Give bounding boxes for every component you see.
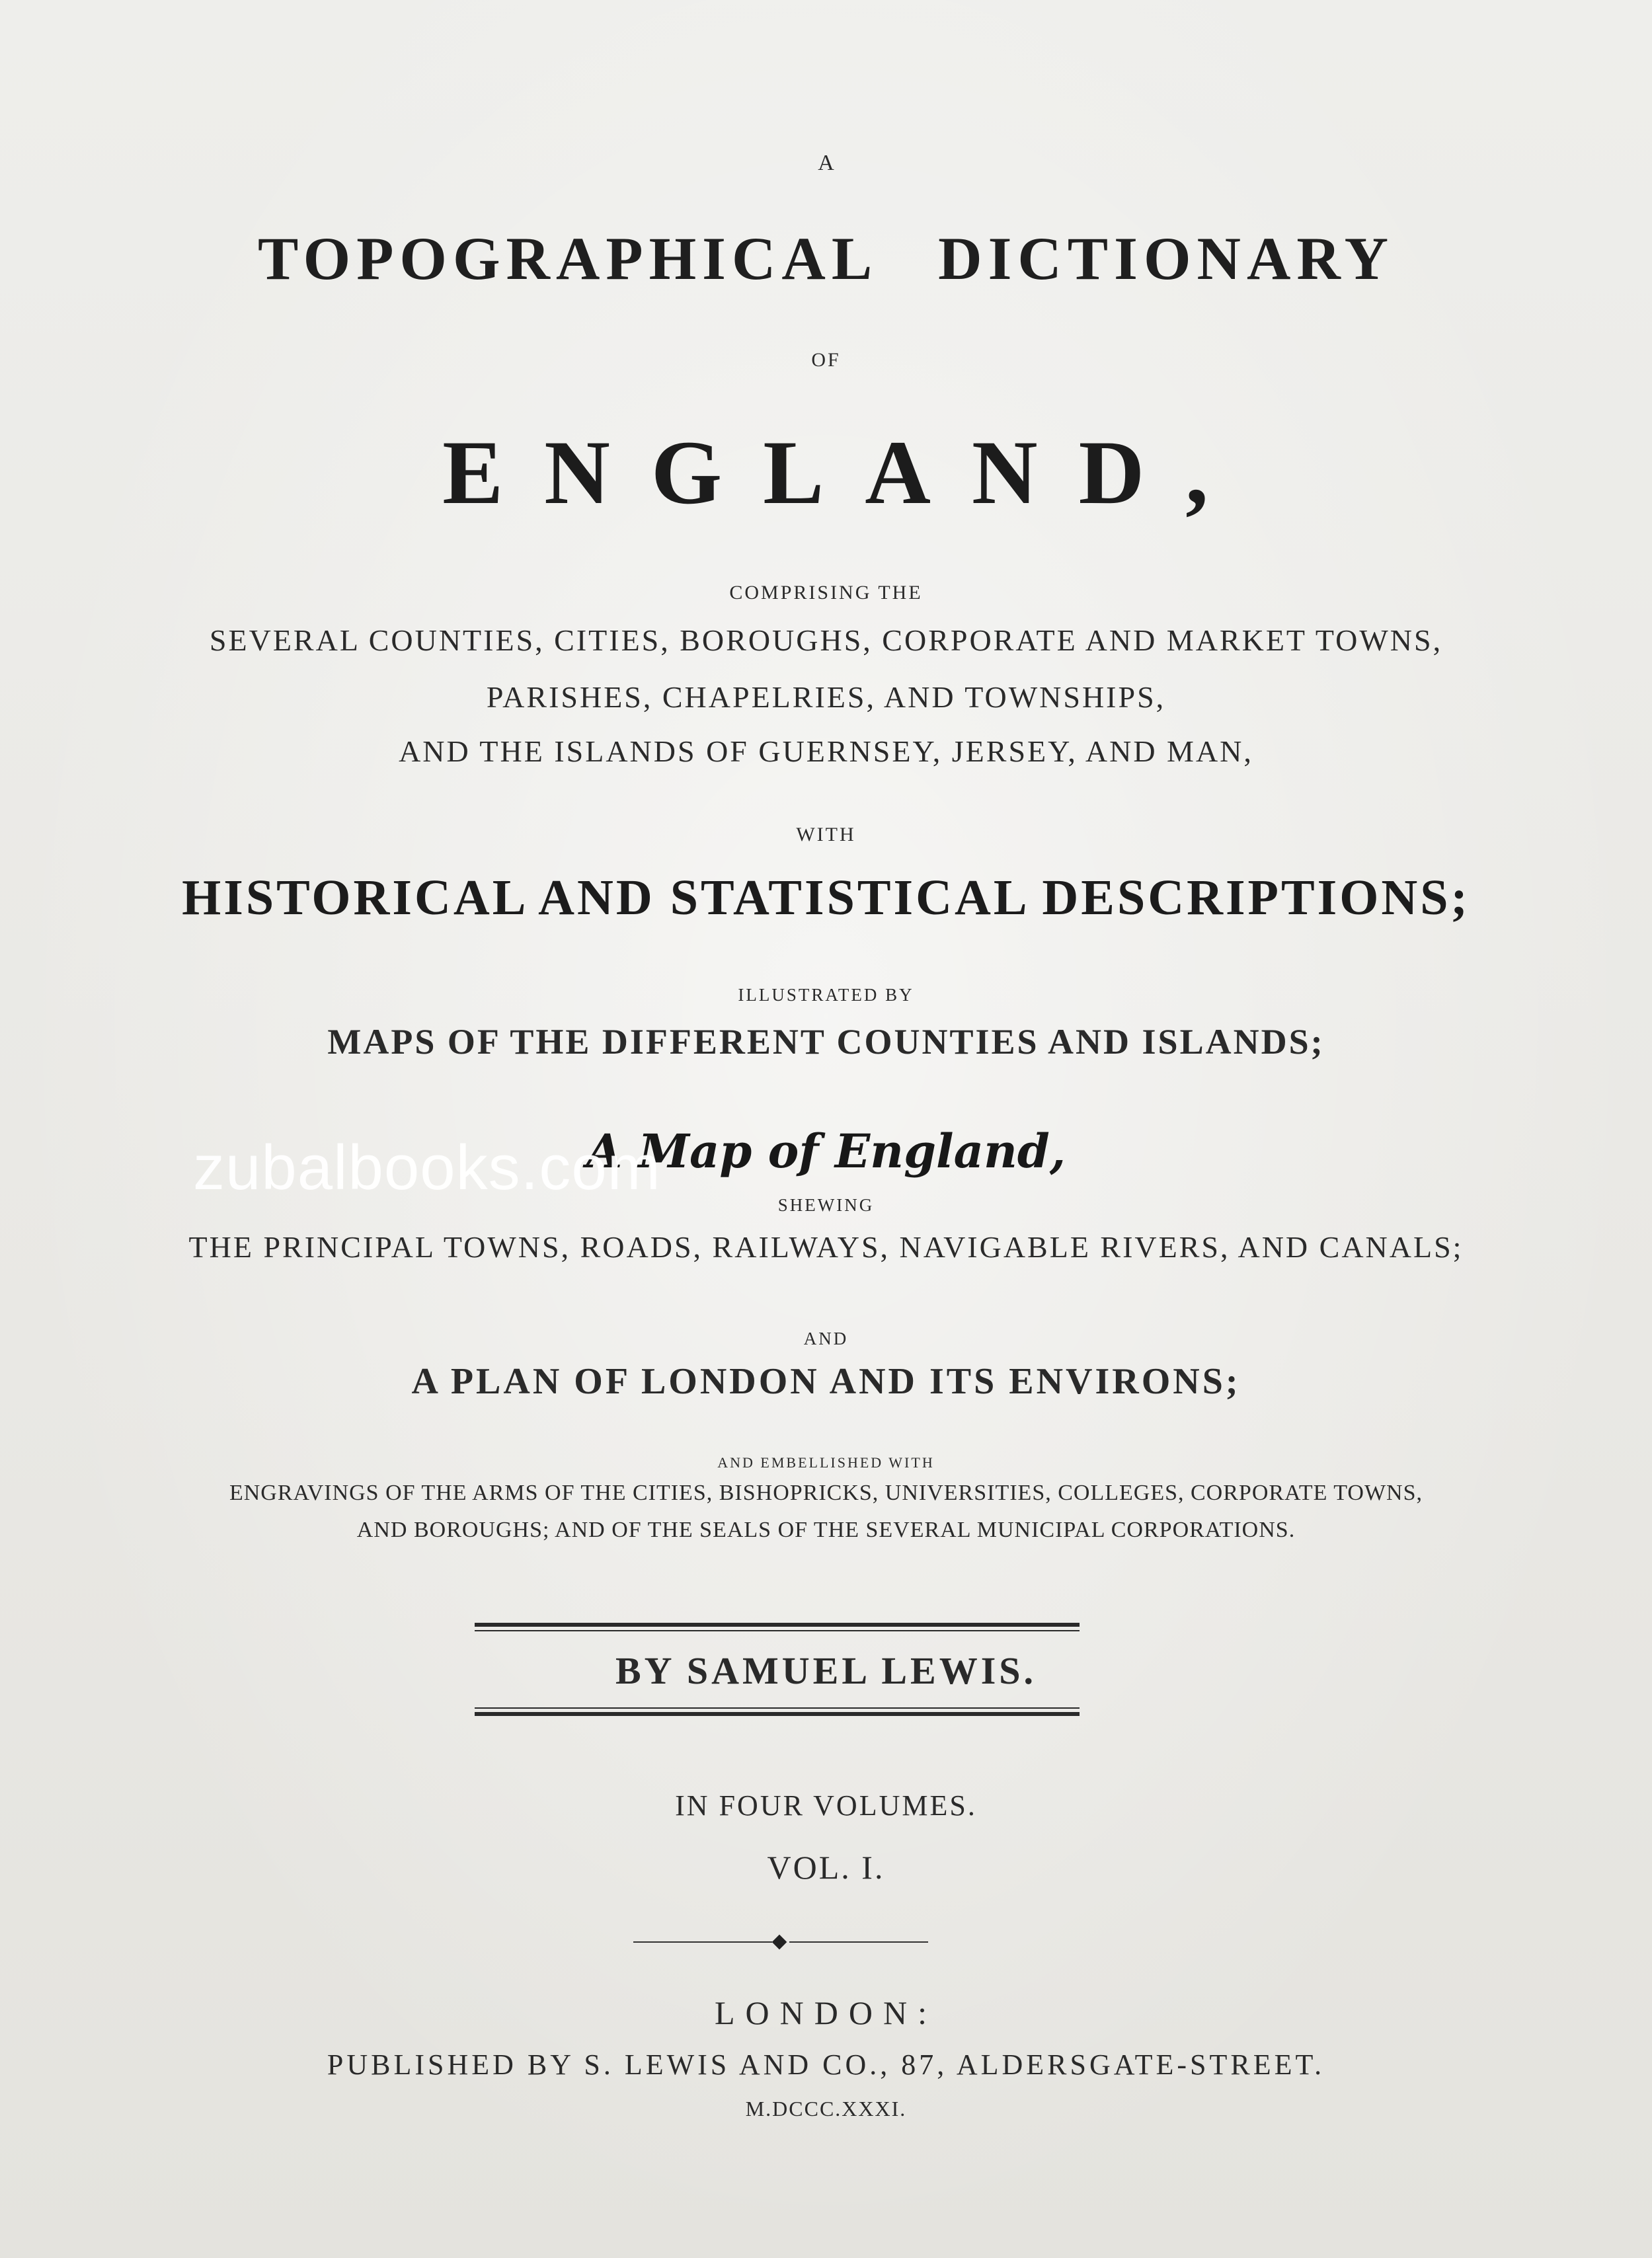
maps-heading: MAPS OF THE DIFFERENT COUNTIES AND ISLANDS; [327, 1022, 1325, 1062]
author-rule-bottom-thick [475, 1712, 1080, 1716]
historical-heading: HISTORICAL AND STATISTICAL DESCRIPTIONS; [182, 870, 1470, 925]
book-title: TOPOGRAPHICAL DICTIONARY [257, 225, 1395, 292]
and-label: AND [803, 1329, 849, 1348]
comprising-label: COMPRISING THE [729, 582, 923, 603]
shewing-label: SHEWING [777, 1195, 875, 1215]
title-article: A [818, 151, 834, 175]
imprint-publisher: PUBLISHED BY S. LEWIS AND CO., 87, ALDERSGATE-STREET. [327, 2048, 1325, 2081]
engravings-line-1: ENGRAVINGS OF THE ARMS OF THE CITIES, BISHOPRICKS, UNIVERSITIES, COLLEGES, CORPORATE TOWNS, [229, 1481, 1423, 1505]
subtitle-line-1: SEVERAL COUNTIES, CITIES, BOROUGHS, CORPORATE AND MARKET TOWNS, [209, 623, 1443, 657]
embellished-label: AND EMBELLISHED WITH [717, 1454, 935, 1471]
illustrated-label: ILLUSTRATED BY [738, 985, 914, 1005]
author-rule-bottom-thin [475, 1707, 1080, 1709]
title-country: ENGLAND, [442, 422, 1249, 523]
volume-number: VOL. I. [767, 1849, 885, 1886]
plan-heading: A PLAN OF LONDON AND ITS ENVIRONS; [411, 1361, 1241, 1402]
title-of: OF [811, 349, 841, 371]
author-name: BY SAMUEL LEWIS. [615, 1649, 1037, 1692]
principal-towns-line: THE PRINCIPAL TOWNS, ROADS, RAILWAYS, NAVIGABLE RIVERS, AND CANALS; [188, 1230, 1464, 1264]
author-rule-top-thin [475, 1630, 1080, 1631]
imprint-date: M.DCCC.XXXI. [745, 2097, 907, 2121]
author-rule-top-thick [475, 1623, 1080, 1627]
ornamental-divider [633, 1935, 928, 1949]
imprint-city: LONDON: [715, 1994, 937, 2031]
divider-right-bar [789, 1941, 928, 1943]
volume-count: IN FOUR VOLUMES. [675, 1789, 977, 1822]
subtitle-line-3: AND THE ISLANDS OF GUERNSEY, JERSEY, AND MAN, [399, 734, 1253, 768]
divider-diamond-icon [772, 1935, 787, 1950]
engravings-line-2: AND BOROUGHS; AND OF THE SEALS OF THE SEVERAL MUNICIPAL CORPORATIONS. [356, 1518, 1296, 1542]
map-of-england-blackletter: A Map of England, [586, 1124, 1066, 1179]
subtitle-line-2: PARISHES, CHAPELRIES, AND TOWNSHIPS, [486, 680, 1166, 714]
watermark: zubalbooks.com [193, 1132, 661, 1203]
divider-left-bar [633, 1941, 772, 1943]
with-label: WITH [796, 824, 856, 845]
